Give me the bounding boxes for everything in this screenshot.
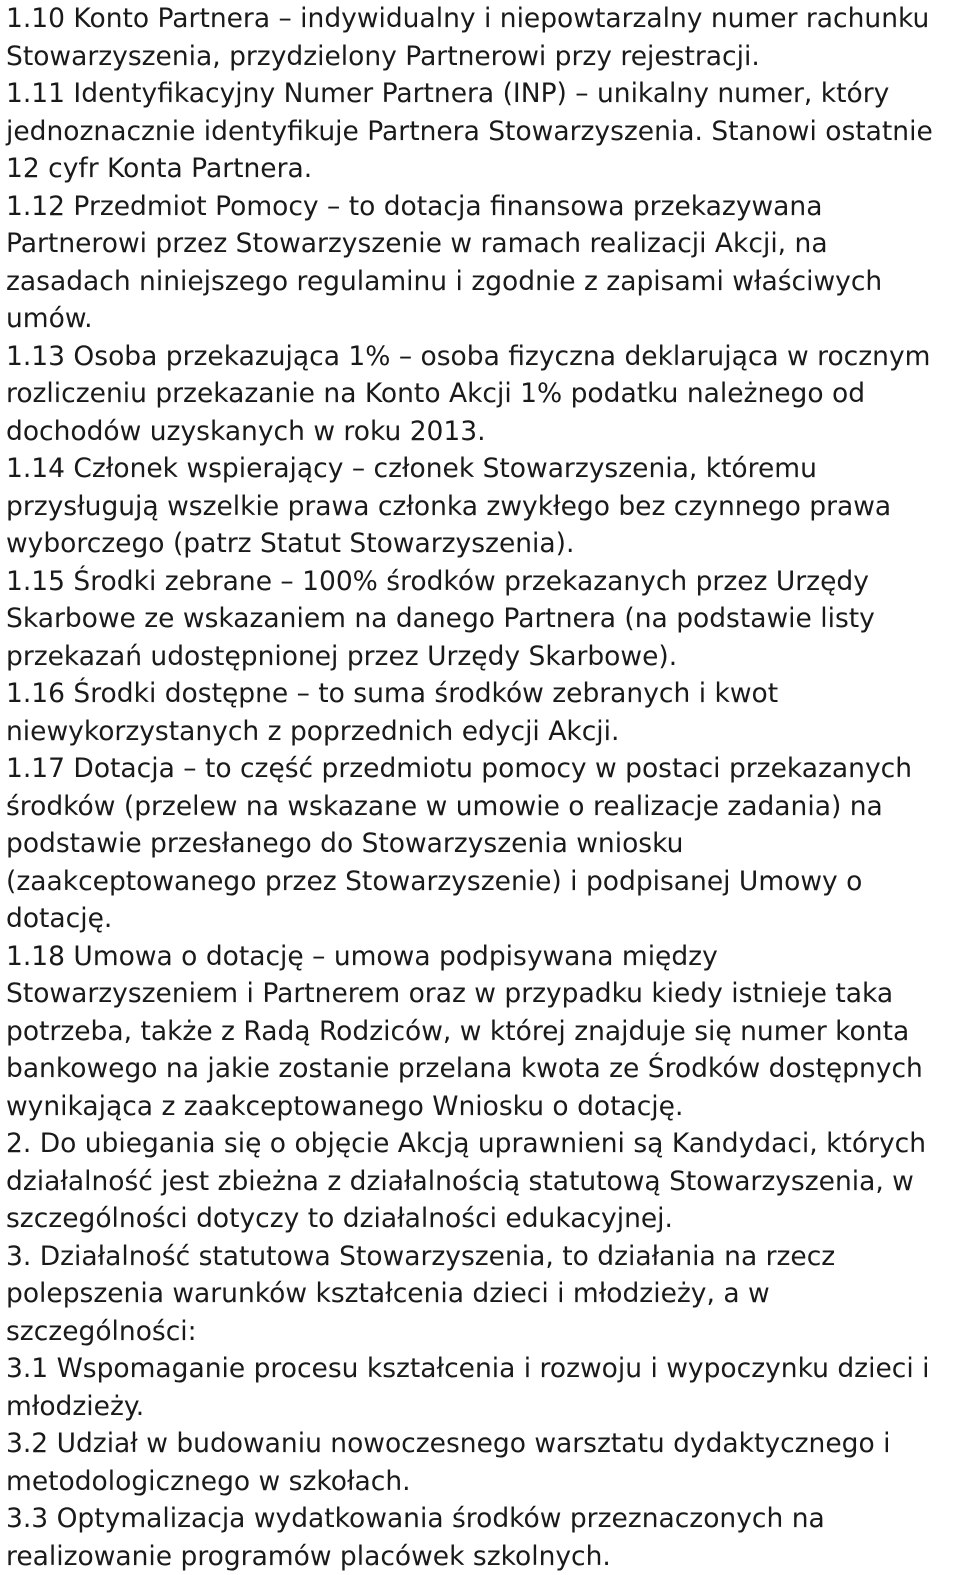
paragraph-1-16	[6, 675, 956, 750]
text-line: Stowarzyszeniem i Partnerem oraz w przypadku kiedy istnieje taka	[6, 975, 956, 1013]
text-line: 1.13 Osoba przekazująca 1% – osoba fizyczna deklarująca w rocznym	[6, 338, 956, 376]
paragraph-1-17	[6, 750, 956, 938]
text-line: środków (przelew na wskazane w umowie o realizacje zadania) na	[6, 788, 956, 826]
text-line: wynikająca z zaakceptowanego Wniosku o dotację.	[6, 1088, 956, 1126]
text-line: Stowarzyszenia, przydzielony Partnerowi przy rejestracji.	[6, 38, 956, 76]
text-line: zasadach niniejszego regulaminu i zgodnie z zapisami właściwych	[6, 263, 956, 301]
text-line: przysługują wszelkie prawa członka zwykłego bez czynnego prawa	[6, 488, 956, 526]
text-line: metodologicznego w szkołach.	[6, 1463, 956, 1501]
paragraph-3-1	[6, 1350, 956, 1425]
paragraph-1-10	[6, 0, 956, 75]
text-line: 1.12 Przedmiot Pomocy – to dotacja finansowa przekazywana	[6, 188, 956, 226]
text-line: (zaakceptowanego przez Stowarzyszenie) i podpisanej Umowy o	[6, 863, 956, 901]
paragraph-3	[6, 1238, 956, 1351]
text-line: Skarbowe ze wskazaniem na danego Partnera (na podstawie listy	[6, 600, 956, 638]
text-line: 1.18 Umowa o dotację – umowa podpisywana między	[6, 938, 956, 976]
text-line: 12 cyfr Konta Partnera.	[6, 150, 956, 188]
text-line: niewykorzystanych z poprzednich edycji Akcji.	[6, 713, 956, 751]
text-line: jednoznacznie identyfikuje Partnera Stowarzyszenia. Stanowi ostatnie	[6, 113, 956, 151]
text-line: realizowanie programów placówek szkolnych.	[6, 1538, 956, 1575]
text-line: dochodów uzyskanych w roku 2013.	[6, 413, 956, 451]
text-line: wyborczego (patrz Statut Stowarzyszenia).	[6, 525, 956, 563]
paragraph-2	[6, 1125, 956, 1238]
paragraph-3-3	[6, 1500, 956, 1575]
text-line: szczególności:	[6, 1313, 956, 1351]
text-line: 1.11 Identyfikacyjny Numer Partnera (INP) – unikalny numer, który	[6, 75, 956, 113]
text-line: 2. Do ubiegania się o objęcie Akcją uprawnieni są Kandydaci, których	[6, 1125, 956, 1163]
text-line: 3.2 Udział w budowaniu nowoczesnego warsztatu dydaktycznego i	[6, 1425, 956, 1463]
text-line: potrzeba, także z Radą Rodziców, w której znajduje się numer konta	[6, 1013, 956, 1051]
text-line: bankowego na jakie zostanie przelana kwota ze Środków dostępnych	[6, 1050, 956, 1088]
paragraph-1-12	[6, 188, 956, 338]
text-line: młodzieży.	[6, 1388, 956, 1426]
text-line: Partnerowi przez Stowarzyszenie w ramach realizacji Akcji, na	[6, 225, 956, 263]
text-line: 1.16 Środki dostępne – to suma środków zebranych i kwot	[6, 675, 956, 713]
text-line: 1.17 Dotacja – to część przedmiotu pomocy w postaci przekazanych	[6, 750, 956, 788]
text-line: 3. Działalność statutowa Stowarzyszenia, to działania na rzecz	[6, 1238, 956, 1276]
text-line: rozliczeniu przekazanie na Konto Akcji 1% podatku należnego od	[6, 375, 956, 413]
text-line: 3.1 Wspomaganie procesu kształcenia i rozwoju i wypoczynku dzieci i	[6, 1350, 956, 1388]
text-line: 1.10 Konto Partnera – indywidualny i niepowtarzalny numer rachunku	[6, 0, 956, 38]
paragraph-1-15	[6, 563, 956, 676]
text-line: przekazań udostępnionej przez Urzędy Skarbowe).	[6, 638, 956, 676]
text-line: dotację.	[6, 900, 956, 938]
text-line: 3.3 Optymalizacja wydatkowania środków przeznaczonych na	[6, 1500, 956, 1538]
paragraph-3-2	[6, 1425, 956, 1500]
paragraph-1-18	[6, 938, 956, 1126]
text-line: umów.	[6, 300, 956, 338]
text-line: 1.14 Członek wspierający – członek Stowarzyszenia, któremu	[6, 450, 956, 488]
text-line: szczególności dotyczy to działalności edukacyjnej.	[6, 1200, 956, 1238]
text-line: polepszenia warunków kształcenia dzieci i młodzieży, a w	[6, 1275, 956, 1313]
text-line: podstawie przesłanego do Stowarzyszenia wniosku	[6, 825, 956, 863]
text-line: 1.15 Środki zebrane – 100% środków przekazanych przez Urzędy	[6, 563, 956, 601]
regulation-document	[6, 0, 956, 1575]
paragraph-1-11	[6, 75, 956, 188]
paragraph-1-14	[6, 450, 956, 563]
paragraph-1-13	[6, 338, 956, 451]
text-line: działalność jest zbieżna z działalnością statutową Stowarzyszenia, w	[6, 1163, 956, 1201]
